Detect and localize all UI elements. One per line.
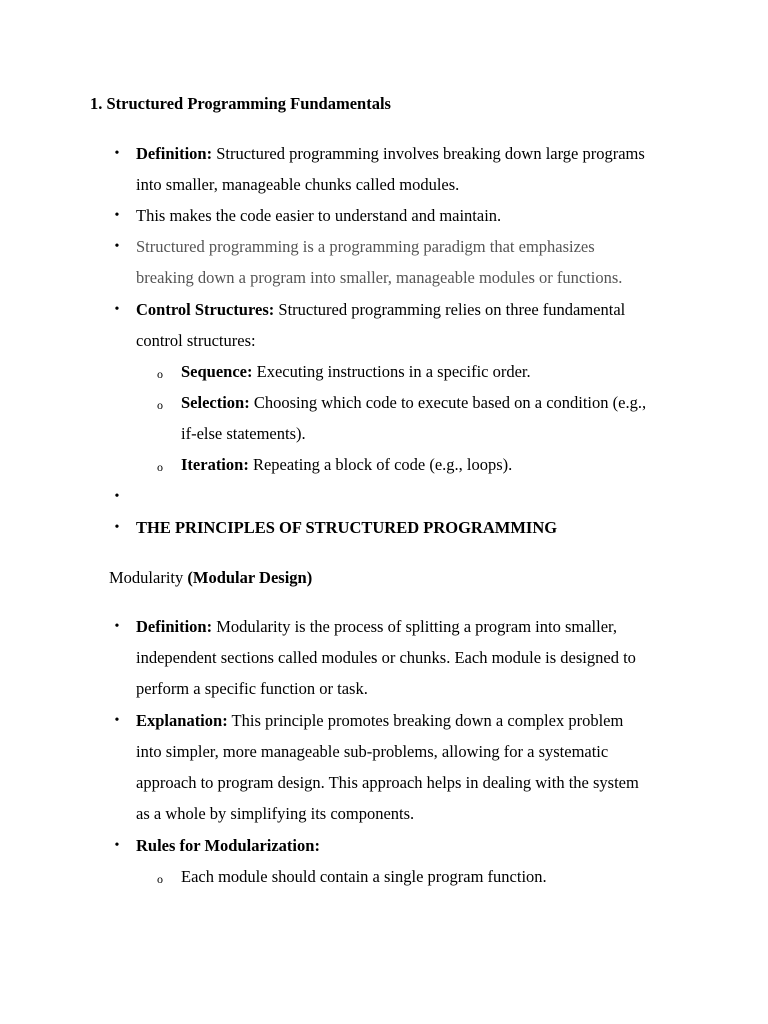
item-label: Explanation: [136, 711, 228, 730]
item-text: Modularity is the process of splitting a program into smaller, [216, 617, 617, 636]
bullet: • [114, 520, 120, 535]
item-text: Executing instructions in a specific order. [256, 362, 531, 381]
item-text: perform a specific function or task. [136, 679, 368, 698]
item-text: Repeating a block of code (e.g., loops). [252, 455, 513, 474]
item-label: Sequence: [181, 362, 253, 381]
item-text: Choosing which code to execute based on a condition (e.g., [253, 393, 647, 412]
item-text: Structured programming involves breaking down large programs [216, 144, 645, 163]
principles-heading: THE PRINCIPLES OF STRUCTURED PROGRAMMING [136, 518, 558, 537]
heading-title: Structured Programming Fundamentals [106, 94, 391, 113]
item-text: Structured programming is a programming paradigm that emphasizes [136, 237, 595, 256]
bullet: • [114, 838, 120, 853]
sub-bullet: o [157, 872, 163, 886]
bullet: • [114, 146, 120, 161]
subsection-title-bold: (Modular Design) [187, 568, 313, 587]
item-text: approach to program design. This approach helps in dealing with the system [136, 773, 639, 792]
sub-bullet: o [157, 398, 163, 412]
item-text: into simpler, more manageable sub-problems, allowing for a systematic [136, 742, 609, 761]
item-text: as a whole by simplifying its components. [136, 804, 415, 823]
subsection-title-plain: Modularity [109, 568, 184, 587]
item-text: Structured programming relies on three fundamental [278, 300, 626, 319]
item-text: if-else statements). [181, 424, 306, 443]
item-label: Selection: [181, 393, 250, 412]
bullet: • [114, 489, 120, 504]
bullet: • [114, 208, 120, 223]
item-label: Rules for Modularization: [136, 836, 320, 855]
item-text: control structures: [136, 331, 256, 350]
bullet: • [114, 302, 120, 317]
item-label: Control Structures: [136, 300, 275, 319]
item-text: independent sections called modules or chunks. Each module is designed to [136, 648, 636, 667]
bullet: • [114, 239, 120, 254]
item-text: into smaller, manageable chunks called modules. [136, 175, 460, 194]
item-text: This principle promotes breaking down a complex problem [231, 711, 624, 730]
item-label: Iteration: [181, 455, 249, 474]
sub-bullet: o [157, 460, 163, 474]
item-text: Each module should contain a single program function. [181, 867, 547, 886]
bullet: • [114, 619, 120, 634]
item-label: Definition: [136, 144, 213, 163]
bullet: • [114, 713, 120, 728]
item-text: breaking down a program into smaller, manageable modules or functions. [136, 268, 623, 287]
item-label: Definition: [136, 617, 213, 636]
sub-bullet: o [157, 367, 163, 381]
item-text: This makes the code easier to understand and maintain. [136, 206, 502, 225]
heading-number: 1. [90, 94, 103, 113]
